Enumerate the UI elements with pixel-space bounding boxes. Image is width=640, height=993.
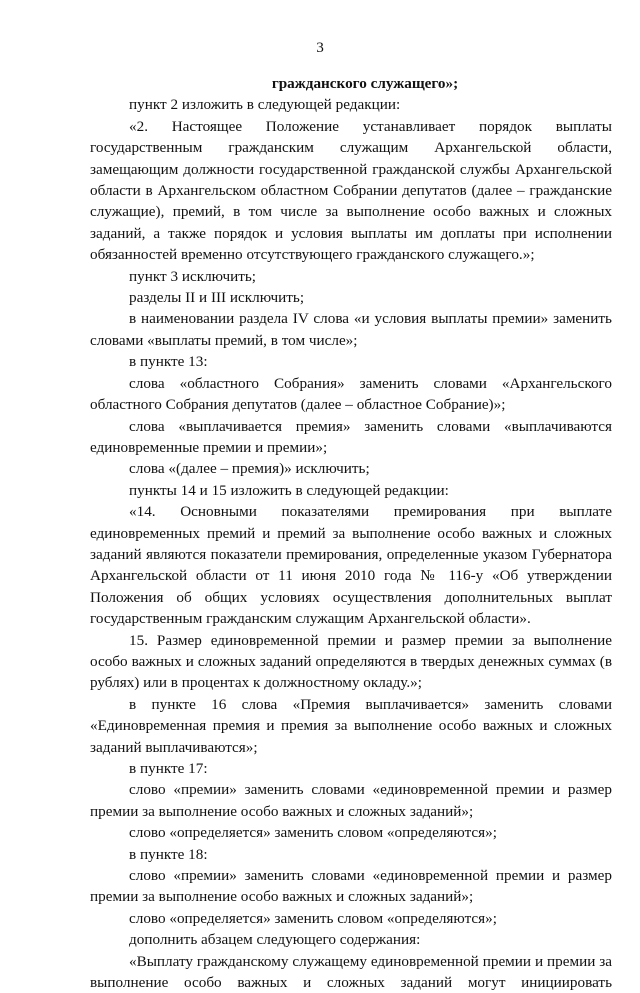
paragraph: «Выплату гражданскому служащему единовременной премии и премии за выполнение особо важных и сложных заданий могут инициировать — [90, 952, 612, 992]
document-body — [90, 73, 612, 993]
paragraph: слово «определяется» заменить словом «определяются»; — [129, 909, 497, 927]
paragraph: «2. Настоящее Положение устанавливает порядок выплаты государственным гражданским служащим Архангельской области, замещающим должности государственной гражданской службы Архангельской области в Архангельском областном Собрании депутатов (далее – гражданские служащие), премий, в том числе за выполнение особо важных и сложных заданий, а также порядок и условия выплаты им доплаты при исполнении обязанностей временно отсутствующего гражданского служащего.»; — [90, 117, 612, 264]
paragraph: пункты 14 и 15 изложить в следующей редакции: — [129, 481, 449, 499]
paragraph: слова «областного Собрания» заменить словами «Архангельского областного Собрания депутатов (далее – областное Собрание)»; — [90, 374, 612, 414]
page-number: 3 — [316, 39, 324, 56]
paragraph: «14. Основными показателями премирования при выплате единовременных премий и премий за выполнение особо важных и сложных заданий являются показатели премирования, определенные указом Губернатора Архангельской области от 11 июня 2010 года № 116-у «Об утверждении Положения об общих условиях осуществления дополнительных выплат государственным гражданским служащим Архангельской области». — [90, 503, 612, 628]
paragraph: слово «премии» заменить словами «единовременной премии и размер премии за выполнение особо важных и сложных заданий»; — [90, 781, 612, 820]
paragraph: в пункте 17: — [129, 760, 208, 777]
paragraph: пункт 3 исключить; — [129, 267, 256, 285]
paragraph: в пункте 13: — [129, 353, 208, 371]
paragraph: слово «определяется» заменить словом «определяются»; — [129, 824, 497, 842]
paragraph: в пункте 16 слова «Премия выплачивается» заменить словами «Единовременная премия и премия за выполнение особо важных и сложных заданий выплачиваются»; — [90, 695, 612, 756]
paragraph: пункт 2 изложить в следующей редакции: — [129, 96, 401, 114]
paragraph: разделы II и III исключить; — [129, 289, 305, 307]
paragraph: дополнить абзацем следующего содержания: — [129, 931, 421, 949]
paragraph: слово «премии» заменить словами «единовременной премии и размер премии за выполнение особо важных и сложных заданий»; — [90, 867, 612, 906]
paragraph: в пункте 18: — [129, 845, 208, 863]
paragraph: слова «(далее – премия)» исключить; — [129, 460, 370, 478]
continued-heading: гражданского служащего»; — [271, 75, 459, 92]
paragraph: в наименовании раздела IV слова «и условия выплаты премии» заменить словами «выплаты премий, в том числе»; — [90, 310, 612, 349]
paragraph: слова «выплачивается премия» заменить словами «выплачиваются единовременные премии и премии»; — [90, 417, 612, 456]
paragraph: 15. Размер единовременной премии и размер премии за выполнение особо важных и сложных заданий определяются в твердых денежных суммах (в рублях) или в процентах к должностному окладу.»; — [90, 631, 612, 692]
